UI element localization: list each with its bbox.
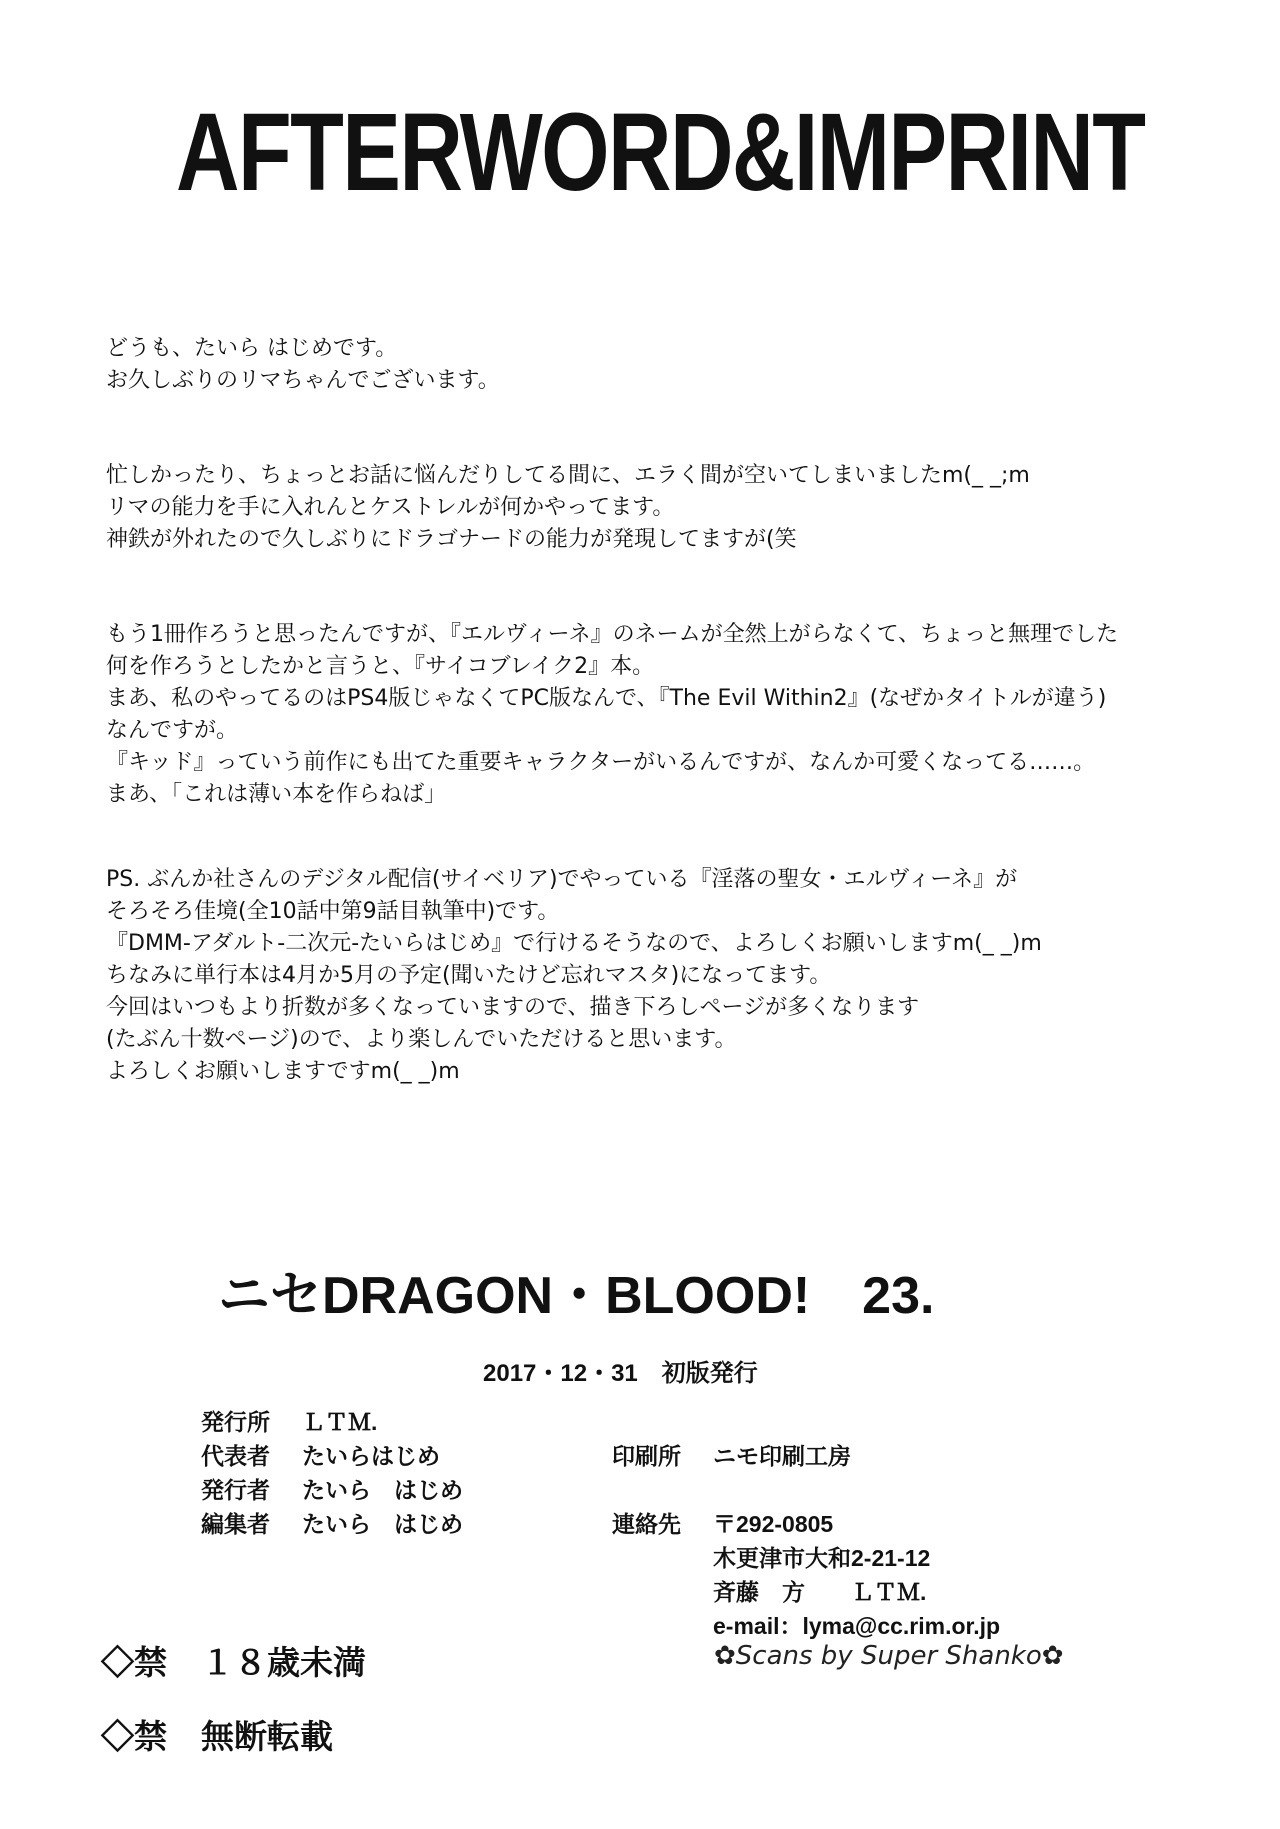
issuer-value: たいら はじめ (302, 1477, 463, 1503)
afterword-paragraph-4 (106, 864, 1042, 1088)
contact-row (612, 1506, 833, 1539)
text-line: もう1冊作ろうと思ったんですが、『エルヴィーネ』のネームが全然上がらなくて、ちょっと無理でした (106, 622, 1119, 647)
text-line: 神鉄が外れたので久しぶりにドラゴナードの能力が発現してますが(笑 (106, 527, 797, 552)
issuer-row (201, 1472, 463, 1505)
text-line: 何を作ろうとしたかと言うと、『サイコブレイク2』本。 (106, 654, 655, 679)
text-line: リマの能力を手に入れんとケストレルが何かやってます。 (106, 495, 675, 520)
contact-postal-code: 〒292-0805 (713, 1511, 834, 1537)
afterword-paragraph-2 (106, 460, 1030, 556)
text-line: よろしくお願いしますですm(_ _)m (106, 1059, 460, 1084)
text-line: ちなみに単行本は4月か5月の予定(聞いたけど忘れマスタ)になってます。 (106, 963, 832, 988)
contact-address: 木更津市大和2-21-12 (713, 1545, 931, 1571)
publisher-row (201, 1404, 377, 1437)
printer-value: ニモ印刷工房 (713, 1443, 851, 1469)
afterword-paragraph-3 (106, 619, 1118, 811)
text-line: なんですが。 (106, 718, 239, 743)
text-line: 『キッド』っていう前作にも出てた重要キャラクターがいるんですが、なんか可愛くなってる……。 (106, 750, 1096, 775)
text-line: PS. ぶんか社さんのデジタル配信(サイベリア)でやっている『淫落の聖女・エルヴィーネ』が (106, 867, 1018, 892)
publisher-value: ＬＴＭ. (302, 1409, 378, 1435)
prohibited-mark: ◇禁 (101, 1644, 167, 1681)
text-line: まあ、「これは薄い本を作らねば」 (106, 782, 447, 807)
text-line: お久しぶりのリマちゃんでございます。 (106, 368, 500, 393)
text-line: まあ、私のやってるのはPS4版じゃなくてPC版なんで、『The Evil Within2』(なぜかタイトルが違う) (106, 686, 1107, 711)
afterword-paragraph-1 (106, 333, 500, 397)
warning-text: 無断転載 (201, 1718, 333, 1755)
printer-row (612, 1438, 851, 1471)
page-title: AFTERWORD&IMPRINT (176, 91, 1145, 214)
contact-attn: 斉藤 方 ＬＴＭ. (713, 1579, 927, 1605)
representative-label: 代表者 (201, 1443, 270, 1469)
issuer-label: 発行者 (201, 1477, 270, 1503)
editor-row (201, 1506, 463, 1539)
scan-credit: ✿Scans by Super Shanko✿ (714, 1641, 1064, 1671)
prohibited-mark: ◇禁 (101, 1718, 167, 1755)
book-title: ニセDRAGON・BLOOD! 23. (218, 1267, 935, 1325)
warning-reprint (101, 1711, 333, 1758)
representative-value: たいらはじめ (302, 1443, 440, 1469)
text-line: 忙しかったり、ちょっとお話に悩んだりしてる間に、エラく間が空いてしまいましたm(_ _;m (106, 463, 1030, 488)
publisher-label: 発行所 (201, 1409, 270, 1435)
text-line: どうも、たいら はじめです。 (106, 336, 398, 361)
warning-age (101, 1637, 366, 1684)
editor-label: 編集者 (201, 1511, 270, 1537)
warning-text: １８歳未満 (201, 1644, 366, 1681)
text-line: (たぶん十数ページ)ので、より楽しんでいただけると思います。 (106, 1027, 737, 1052)
text-line: そろそろ佳境(全10話中第9話目執筆中)です。 (106, 899, 560, 924)
representative-row (201, 1438, 440, 1471)
contact-label: 連絡先 (612, 1511, 681, 1537)
editor-value: たいら はじめ (302, 1511, 463, 1537)
issue-date: 2017・12・31 初版発行 (483, 1360, 758, 1387)
text-line: 今回はいつもより折数が多くなっていますので、描き下ろしページが多くなります (106, 995, 920, 1020)
text-line: 『DMM-アダルト-二次元-たいらはじめ』で行けるそうなので、よろしくお願いしますm(_ _)m (106, 931, 1042, 956)
contact-email: e-mail：lyma@cc.rim.or.jp (713, 1613, 1001, 1639)
printer-label: 印刷所 (612, 1443, 681, 1469)
